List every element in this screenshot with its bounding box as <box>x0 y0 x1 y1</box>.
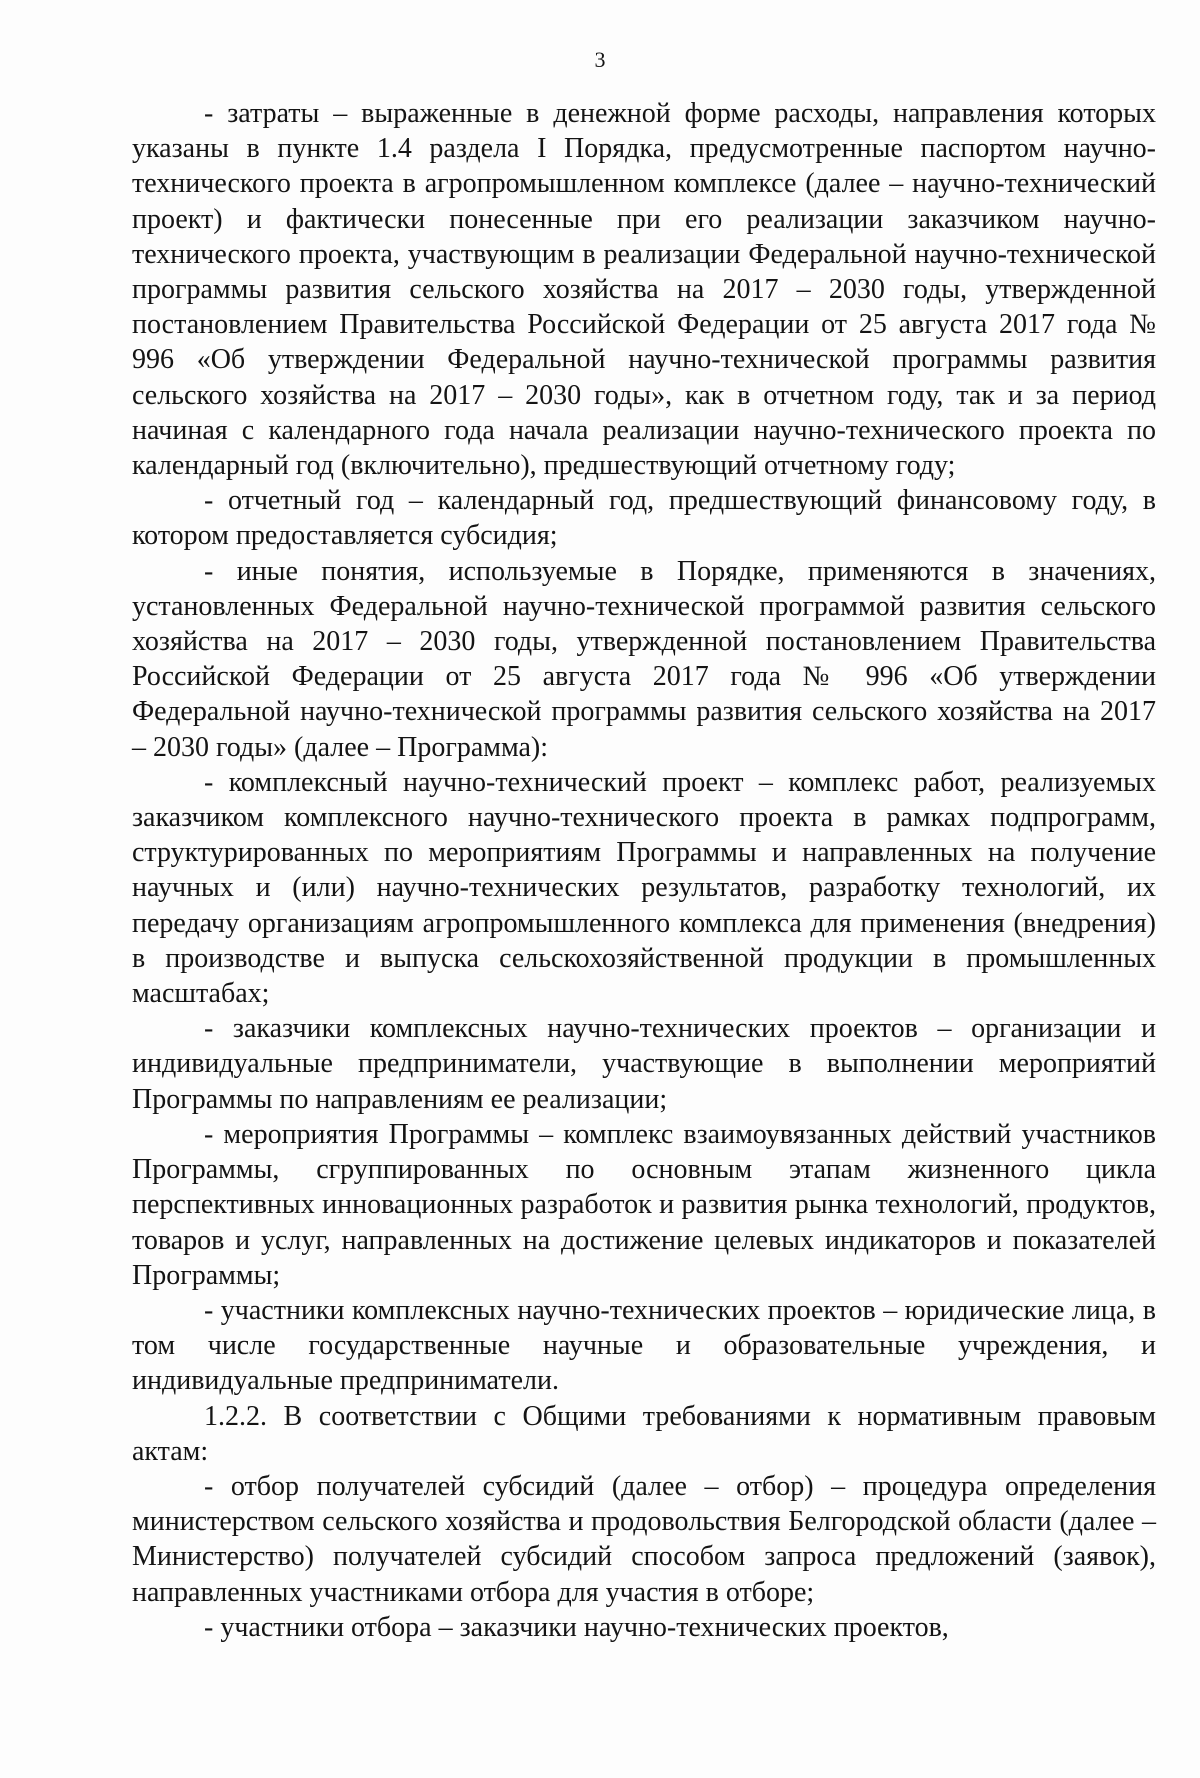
paragraph-complex-project: - комплексный научно-технический проект – комплекс работ, реализуемых заказчиком комплексного научно-технического проекта в рамках подпрограмм, структурированных по мероприятиям Программы и направленных на получение научных и (или) научно-технических результатов, разработку технологий, их передачу организациям агропромышленного комплекса для применения (внедрения) в производстве и выпуска сельскохозяйственной продукции в промышленных масштабах; <box>132 766 1156 1010</box>
paragraph-selection-participants: - участники отбора – заказчики научно-технических проектов, <box>204 1611 949 1643</box>
document-body <box>132 96 1156 1645</box>
page-number: 3 <box>594 47 606 72</box>
paragraph-section-1-2-2: 1.2.2. В соответствии с Общими требованиями к нормативным правовым актам: <box>132 1400 1156 1467</box>
paragraph-other-concepts: - иные понятия, используемые в Порядке, применяются в значениях, установленных Федеральной научно-технической программой развития сельского хозяйства на 2017 – 2030 годы, утвержденной постановлением Правительства Российской Федерации от 25 августа 2017 года № 996 «Об утверждении Федеральной научно-технической программы развития сельского хозяйства на 2017 – 2030 годы» (далее – Программа): <box>132 555 1156 763</box>
paragraph-costs-definition: - затраты – выраженные в денежной форме расходы, направления которых указаны в пункте 1.4 раздела I Порядка, предусмотренные паспортом научно-технического проекта в агропромышленном комплексе (далее – научно-технический проект) и фактически понесенные при его реализации заказчиком научно-технического проекта, участвующим в реализации Федеральной научно-технической программы развития сельского хозяйства на 2017 – 2030 годы, утвержденной постановлением Правительства Российской Федерации от 25 августа 2017 года № 996 «Об утверждении Федеральной научно-технической программы развития сельского хозяйства на 2017 – 2030 годы», как в отчетном году, так и за период начиная с календарного года начала реализации научно-технического проекта по календарный год (включительно), предшествующий отчетному году; <box>132 98 1156 482</box>
paragraph-reporting-year: - отчетный год – календарный год, предшествующий финансовому году, в котором предоставляется субсидия; <box>132 485 1156 552</box>
paragraph-project-participants: - участники комплексных научно-технических проектов – юридические лица, в том числе государственные научные и образовательные учреждения, и индивидуальные предприниматели. <box>132 1294 1156 1397</box>
paragraph-program-activities: - мероприятия Программы – комплекс взаимоувязанных действий участников Программы, сгруппированных по основным этапам жизненного цикла перспективных инновационных разработок и развития рынка технологий, продуктов, товаров и услуг, направленных на достижение целевых индикаторов и показателей Программы; <box>132 1118 1156 1291</box>
paragraph-selection-definition: - отбор получателей субсидий (далее – отбор) – процедура определения министерством сельского хозяйства и продовольствия Белгородской области (далее – Министерство) получателей субсидий способом запроса предложений (заявок), направленных участниками отбора для участия в отборе; <box>132 1470 1156 1608</box>
paragraph-project-customers: - заказчики комплексных научно-технических проектов – организации и индивидуальные предприниматели, участвующие в выполнении мероприятий Программы по направлениям ее реализации; <box>132 1013 1156 1115</box>
